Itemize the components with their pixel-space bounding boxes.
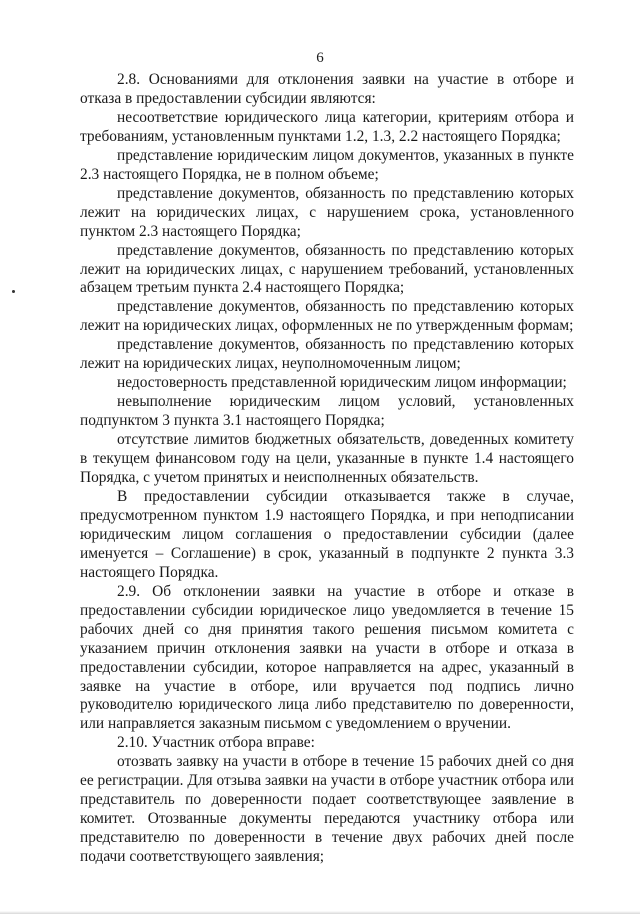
paragraph-item: недостоверность представленной юридическим лицом информации; xyxy=(117,374,567,392)
page-number: 6 xyxy=(316,50,324,66)
paragraph-item: представление документов, обязанность по представлению которых лежит на юридических лицах, неуполномоченным лицом; xyxy=(80,336,574,373)
paragraph-item: представление документов, обязанность по представлению которых лежит на юридических лицах, с нарушением требований, установленных абзацем третьим пункта 2.4 настоящего Порядка; xyxy=(80,241,574,297)
paragraph-item: представление документов, обязанность по представлению которых лежит на юридических лицах, с нарушением срока, установленного пунктом 2.3 настоящего Порядка; xyxy=(80,184,574,240)
scan-dot xyxy=(12,290,15,293)
paragraph-item: представление юридическим лицом документов, указанных в пункте 2.3 настоящего Порядка, не в полном объеме; xyxy=(80,146,574,183)
paragraph-item: отозвать заявку на участи в отборе в течение 15 рабочих дней со дня ее регистрации. Для отзыва заявки на участи в отборе участник отбора или представитель по доверенности подает соответствующее заявление в комитет. Отозванные документы передаются участнику отбора или представителю по доверенности в течение двух рабочих дней после подачи соответствующего заявления; xyxy=(80,753,574,866)
paragraph-item: отсутствие лимитов бюджетных обязательств, доведенных комитету в текущем финансовом году на цели, указанные в пункте 1.4 настоящего Порядка, с учетом принятых и неисполненных обязательств. xyxy=(80,431,574,487)
paragraph-item: представление документов, обязанность по представлению которых лежит на юридических лицах, оформленных не по утвержденным формам; xyxy=(80,298,574,335)
paragraph-2-8: 2.8. Основаниями для отклонения заявки на участие в отборе и отказа в предоставлении субсидии являются: xyxy=(80,71,574,107)
document-body xyxy=(80,71,574,867)
paragraph-item: невыполнение юридическим лицом условий, установленных подпунктом 3 пункта 3.1 настоящего Порядка; xyxy=(80,393,574,430)
paragraph-2-9: 2.9. Об отклонении заявки на участие в отборе и отказе в предоставлении субсидии юридическое лицо уведомляется в течение 15 рабочих дней со дня принятия такого решения письмом комитета с указанием причин отклонения заявки на участи в отборе и отказа в предоставлении субсидии, которое направляется на адрес, указанный в заявке на участие в отборе, или вручается под подпись лично руководителю юридического лица либо представителю по доверенности, или направляется заказным письмом с уведомлением о вручении. xyxy=(80,582,574,733)
paragraph-refusal: В предоставлении субсидии отказывается также в случае, предусмотренном пунктом 1.9 настоящего Порядка, и при неподписании юридическим лицом соглашения о предоставлении субсидии (далее именуется – Соглашение) в срок, указанный в подпункте 2 пункта 3.3 настоящего Порядка. xyxy=(80,487,574,581)
paragraph-2-10: 2.10. Участник отбора вправе: xyxy=(117,734,315,752)
paragraph-item: несоответствие юридического лица категории, критериям отбора и требованиям, установленным пунктами 1.2, 1.3, 2.2 настоящего Порядка; xyxy=(80,108,574,145)
